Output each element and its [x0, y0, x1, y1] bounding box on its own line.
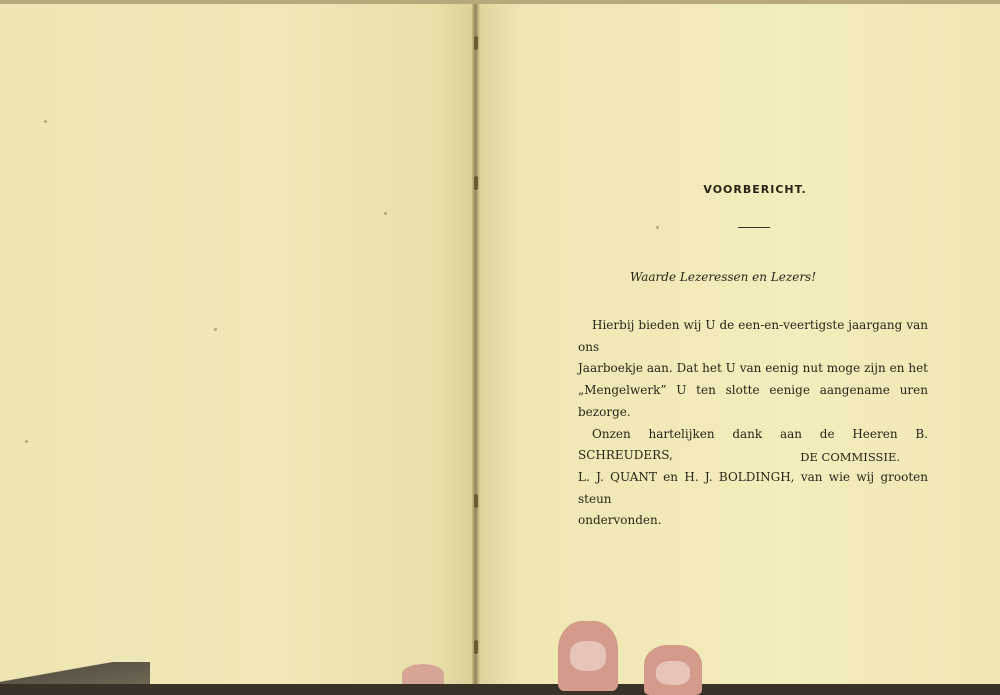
text-line: ondervonden. [578, 513, 662, 528]
signature: DE COMMISSIE. [800, 450, 900, 464]
paper-spot [25, 440, 28, 443]
text-line: Hierbij bieden wij U de een-en-veertigste jaargang van ons [578, 318, 928, 354]
binding-stitch [474, 640, 478, 654]
salutation: Waarde Lezeressen en Lezers! [629, 270, 817, 284]
body-text [578, 315, 928, 532]
cover-corner [0, 662, 150, 684]
binding-stitch [474, 36, 478, 50]
holding-fingers [552, 615, 712, 684]
heading-divider [738, 227, 770, 228]
text-line: Onzen hartelijken dank aan de Heeren B. SCHREUDERS, [578, 426, 928, 463]
paper-spot [44, 120, 47, 123]
thumb [402, 664, 444, 684]
paper-spot [656, 226, 659, 229]
paper-spot [384, 212, 387, 215]
binding-stitch [474, 494, 478, 508]
left-page-blank [0, 0, 474, 684]
page-top-edge [0, 0, 1000, 4]
text-line: L. J. QUANT en H. J. BOLDINGH, van wie wij grooten steun [578, 469, 928, 506]
text-line: Jaarboekje aan. Dat het U van eenig nut moge zijn en het [578, 361, 928, 376]
page-heading: VOORBERICHT. [703, 183, 807, 196]
text-line: „Mengelwerk” U ten slotte eenige aangename uren bezorge. [578, 383, 928, 419]
binding-stitch [474, 176, 478, 190]
book-gutter [472, 0, 480, 684]
paper-spot [214, 328, 217, 331]
